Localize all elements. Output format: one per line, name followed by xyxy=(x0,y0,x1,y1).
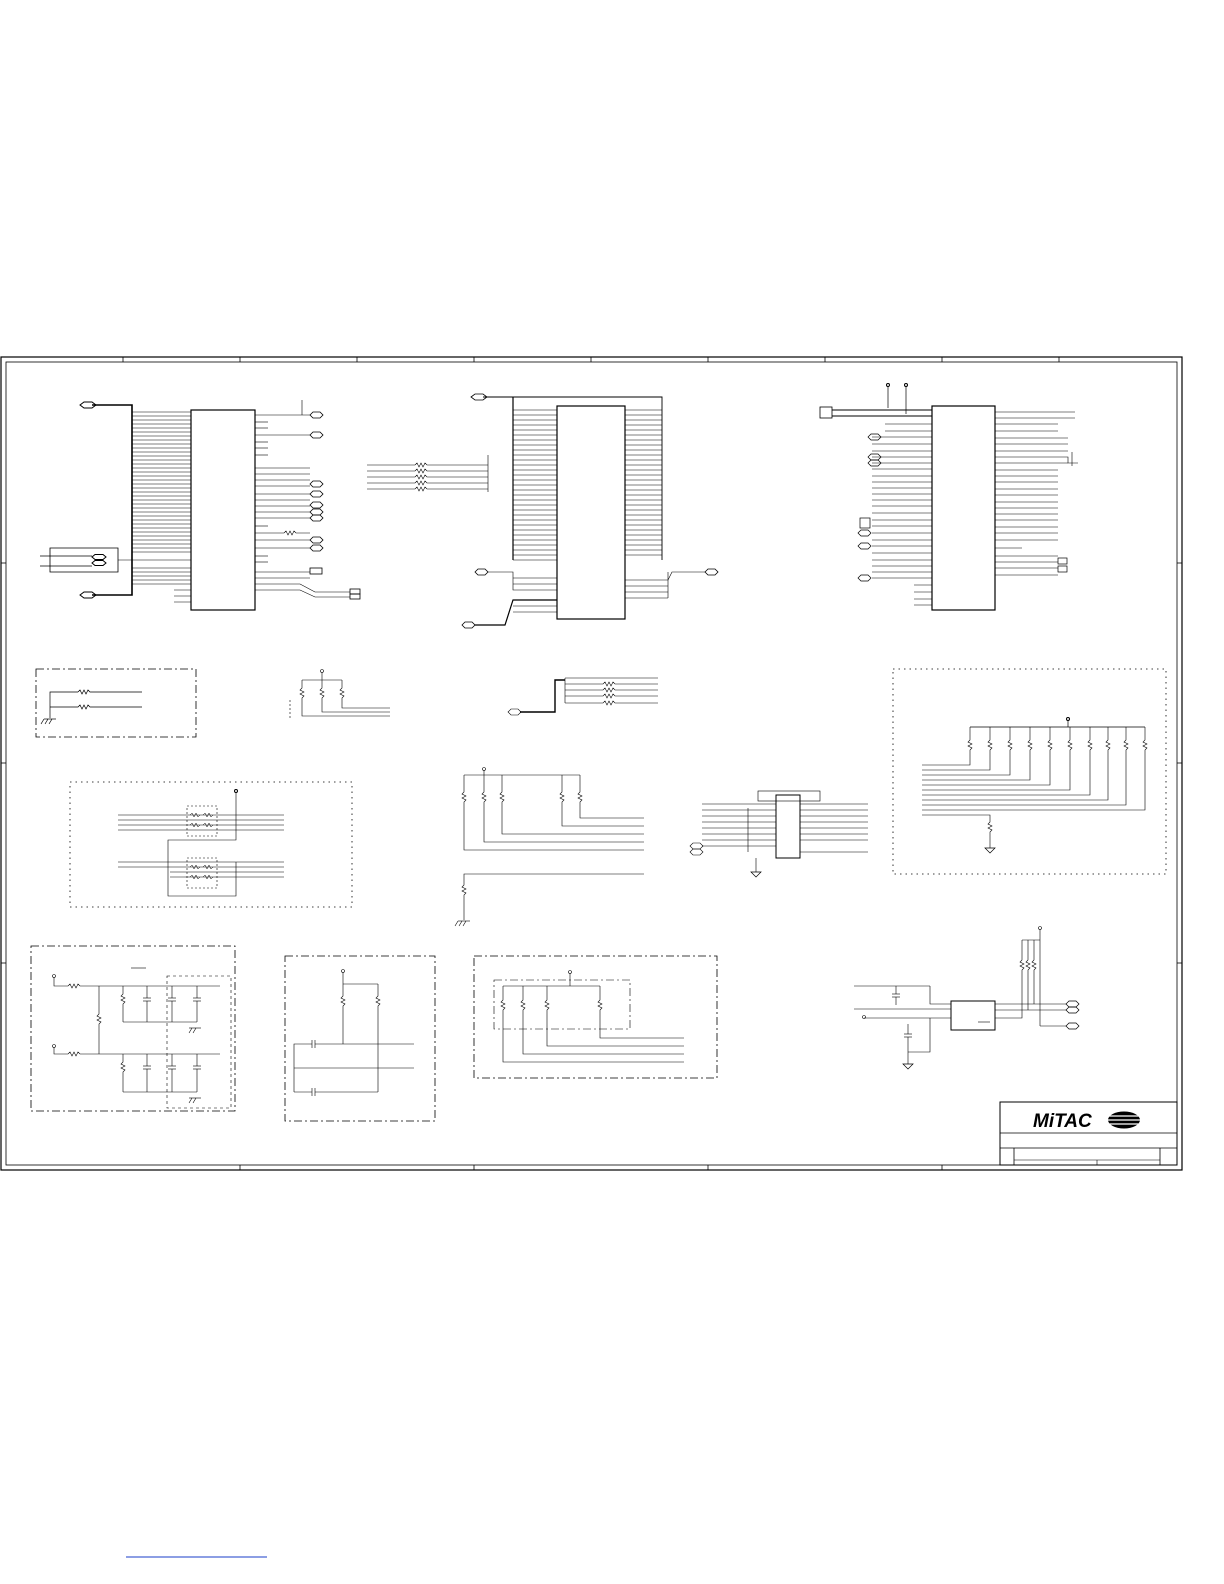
rpack-zigzags xyxy=(190,813,213,879)
ic-u3 xyxy=(820,384,1078,611)
u1-left-pin-bus xyxy=(118,412,191,602)
ic-u2 xyxy=(462,394,718,628)
ground-icon xyxy=(985,848,995,853)
block-pullups-b xyxy=(290,670,390,721)
block-rc-filter xyxy=(31,946,235,1111)
title-block xyxy=(1000,1102,1177,1165)
offpage-connector-icon xyxy=(858,434,881,581)
logo-text: MiTAC xyxy=(1033,1111,1092,1132)
resistor-array-top xyxy=(367,455,488,492)
offpage-connector-icon xyxy=(1066,1001,1079,1029)
ground-icon xyxy=(751,872,761,877)
ground-icon xyxy=(455,921,470,926)
block-regulator xyxy=(854,927,1079,1070)
u2-right-pin-bus xyxy=(625,410,705,598)
u2-left-pin-bus xyxy=(475,410,557,625)
block-rpack-pair xyxy=(70,782,352,907)
ladder-resistors xyxy=(922,727,1147,848)
u1-right-pin-nets xyxy=(255,400,350,597)
block-pullups-a xyxy=(36,669,196,737)
u3-right-pin-nets xyxy=(995,412,1078,575)
offpage-connector-icon xyxy=(508,709,521,715)
offpage-connector-icon xyxy=(80,402,106,598)
block-resistor-ladder xyxy=(893,669,1166,874)
block-series-resistors xyxy=(508,678,658,715)
offpage-connector-icon xyxy=(690,843,703,855)
ground-icon xyxy=(903,1064,913,1069)
border-zone-ticks xyxy=(1,357,1182,1170)
u3-left-pin-nets xyxy=(872,424,932,605)
mitac-logo-icon xyxy=(1033,1111,1140,1132)
ic-buffer xyxy=(690,791,868,877)
ic-u1 xyxy=(40,400,360,610)
offpage-connector-icon xyxy=(1058,558,1067,572)
block-coupling-caps xyxy=(285,956,435,1121)
offpage-connector-icon xyxy=(820,407,832,418)
block-pullups-d xyxy=(474,956,717,1078)
ground-icon xyxy=(41,719,56,724)
sheet-border xyxy=(1,357,1182,1170)
block-pullups-c xyxy=(455,768,644,927)
offpage-connector-icon xyxy=(310,412,360,599)
